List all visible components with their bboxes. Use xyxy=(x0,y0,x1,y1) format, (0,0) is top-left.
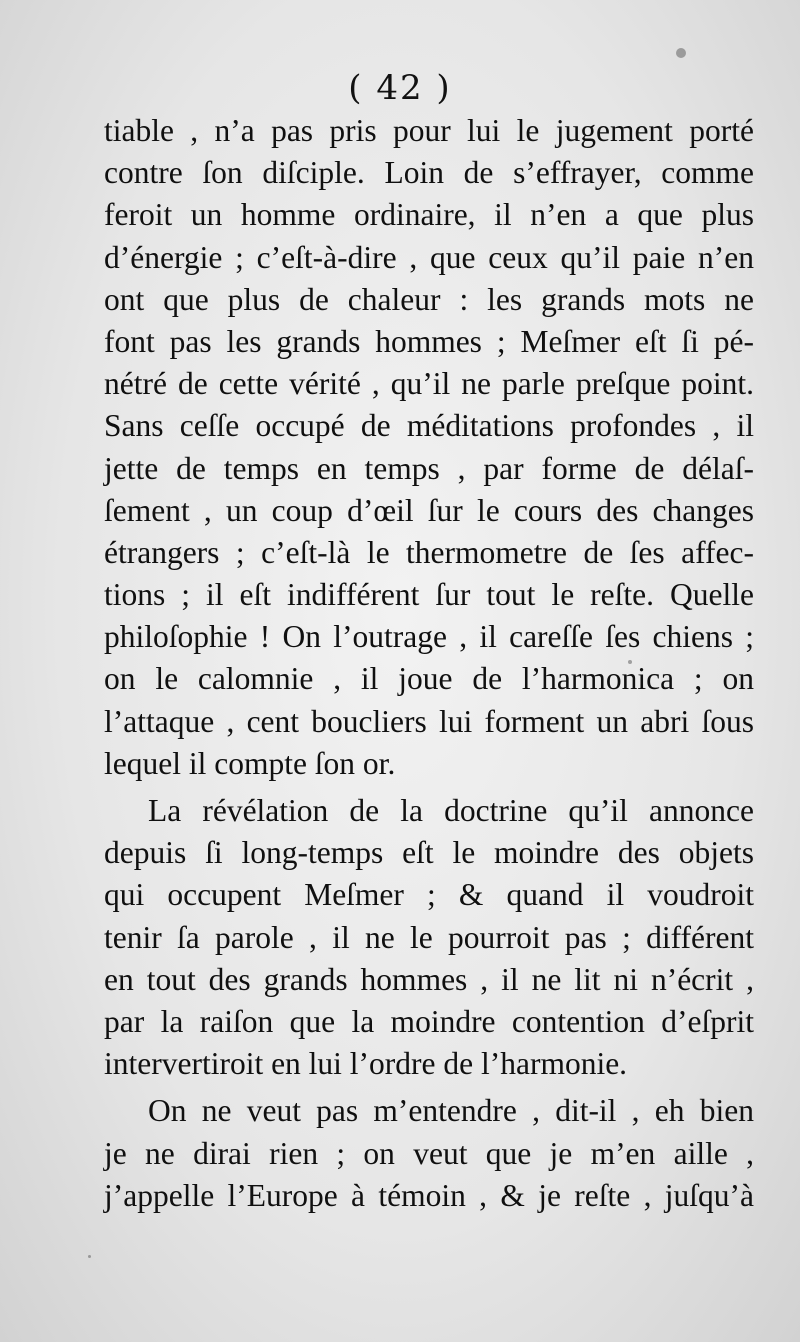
text-line: On ne veut pas m’entendre , dit-il , eh bien xyxy=(148,1093,754,1129)
body-text xyxy=(104,110,754,1217)
text-line: tiable , n’a pas pris pour lui le jugement porté xyxy=(104,113,754,148)
text-line: j’appelle l’Europe à témoin , & je reſte , juſqu’à xyxy=(104,1177,754,1213)
text-line: contre ſon diſciple. Loin de s’effrayer, comme xyxy=(104,155,754,191)
text-line: je ne dirai rien ; on veut que je m’en aille , xyxy=(104,1135,754,1171)
ink-speck xyxy=(88,1255,91,1258)
text-line: l’attaque , cent boucliers lui forment un abri ſous xyxy=(104,703,754,739)
text-line: en tout des grands hommes , il ne lit ni n’écrit , xyxy=(104,961,754,997)
text-line: depuis ſi long-temps eſt le moindre des objets xyxy=(104,835,754,871)
text-line: nétré de cette vérité , qu’il ne parle preſque point. xyxy=(104,366,754,402)
text-line: font pas les grands hommes ; Meſmer eſt ſi pé- xyxy=(104,323,754,359)
ink-speck xyxy=(676,48,686,58)
text-line: philoſophie ! On l’outrage , il careſſe ſes chiens ; xyxy=(104,619,754,655)
text-line: jette de temps en temps , par forme de délaſ- xyxy=(104,450,754,486)
paragraph-2 xyxy=(104,790,754,1085)
text-line: Sans ceſſe occupé de méditations profondes , il xyxy=(104,408,754,444)
text-line: on le calomnie , il joue de l’harmonica ; on xyxy=(104,661,754,697)
text-line: La révélation de la doctrine qu’il annonce xyxy=(148,793,754,828)
text-line: étrangers ; c’eſt-là le thermometre de ſes affec- xyxy=(104,534,754,570)
paragraph-1 xyxy=(104,110,754,785)
page-number: ( 42 ) xyxy=(348,68,452,108)
text-line: intervertiroit en lui l’ordre de l’harmonie. xyxy=(104,1046,628,1082)
text-line: ſement , un coup d’œil ſur le cours des changes xyxy=(104,492,754,528)
text-line: par la raiſon que la moindre contention d’eſprit xyxy=(104,1003,754,1039)
text-line: feroit un homme ordinaire, il n’en a que plus xyxy=(104,197,754,233)
text-line: lequel il compte ſon or. xyxy=(104,745,396,781)
text-line: ont que plus de chaleur : les grands mots ne xyxy=(104,281,754,317)
paragraph-3 xyxy=(104,1090,754,1217)
text-line: qui occupent Meſmer ; & quand il voudroit xyxy=(104,877,754,913)
text-line: tions ; il eſt indifférent ſur tout le reſte. Quelle xyxy=(104,577,754,613)
text-line: tenir ſa parole , il ne le pourroit pas ; différent xyxy=(104,919,754,955)
text-line: d’énergie ; c’eſt-à-dire , que ceux qu’il paie n’en xyxy=(104,239,754,275)
